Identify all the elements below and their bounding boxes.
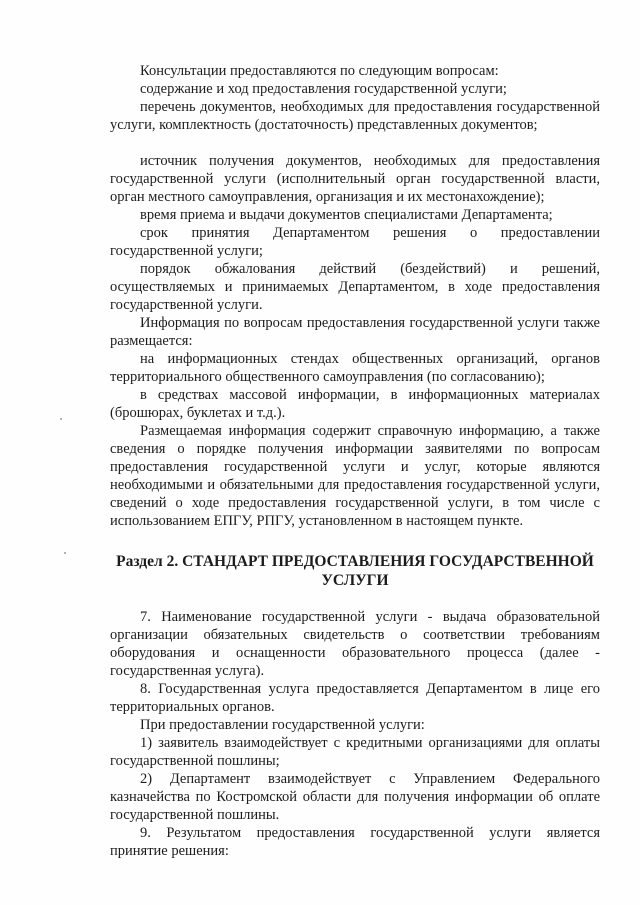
paragraph-reference-info: Размещаемая информация содержит справочную информацию, а также сведения о порядке получения информации заявителями по вопросам предоставления государственной услуги и услуг, которые являются необходимыми и обязательными для предоставления государственной услуги, сведений о ходе предоставления государственной услуги, в том числе с использованием ЕПГУ, РПГУ, установленном в настоящем пункте. [110, 423, 600, 529]
scan-speck [60, 418, 62, 420]
paragraph-consultations-intro: Консультации предоставляются по следующим вопросам: [140, 63, 499, 79]
paragraph-document-list: перечень документов, необходимых для предоставления государственной услуги, комплектность (достаточность) представленных документов; [110, 99, 600, 133]
scan-speck [64, 552, 66, 554]
paragraph-content-progress: содержание и ход предоставления государственной услуги; [140, 81, 507, 97]
paragraph-document-source: источник получения документов, необходимых для предоставления государственной услуги (исполнительный орган государственной власти, орган местного самоуправления, организация и их местонахождение); [110, 153, 600, 205]
paragraph-service-result: 9. Результатом предоставления государственной услуги является принятие решения: [110, 825, 600, 859]
section-heading: Раздел 2. СТАНДАРТ ПРЕДОСТАВЛЕНИЯ ГОСУДАРСТВЕННОЙ УСЛУГИ [116, 553, 594, 589]
paragraph-reception-time: время приема и выдачи документов специалистами Департамента; [140, 207, 553, 223]
paragraph-appeal-procedure: порядок обжалования действий (бездействий) и решений, осуществляемых и принимаемых Департаментом, в ходе предоставления государственной услуги. [110, 261, 600, 313]
paragraph-decision-term: срок принятия Департаментом решения о предоставлении государственной услуги; [110, 225, 600, 259]
paragraph-info-placement: Информация по вопросам предоставления государственной услуги также размещается: [110, 315, 600, 349]
paragraph-service-provision: При предоставлении государственной услуги: [140, 717, 425, 733]
paragraph-service-provider: 8. Государственная услуга предоставляется Департаментом в лице его территориальных органов. [110, 681, 600, 715]
paragraph-service-name: 7. Наименование государственной услуги - выдача образовательной организации обязательных свидетельств о соответствии требованиям оборудования и оснащенности образовательного процесса (далее - государственная услуга). [110, 609, 600, 679]
paragraph-mass-media: в средствах массовой информации, в информационных материалах (брошюрах, буклетах и т.д.). [110, 387, 600, 421]
paragraph-department-interaction: 2) Департамент взаимодействует с Управлением Федерального казначейства по Костромской области для получения информации об оплате государственной пошлины. [110, 771, 600, 823]
paragraph-applicant-interaction: 1) заявитель взаимодействует с кредитными организациями для оплаты государственной пошлины; [110, 735, 600, 769]
paragraph-info-stands: на информационных стендах общественных организаций, органов территориального общественного самоуправления (по согласованию); [110, 351, 600, 385]
